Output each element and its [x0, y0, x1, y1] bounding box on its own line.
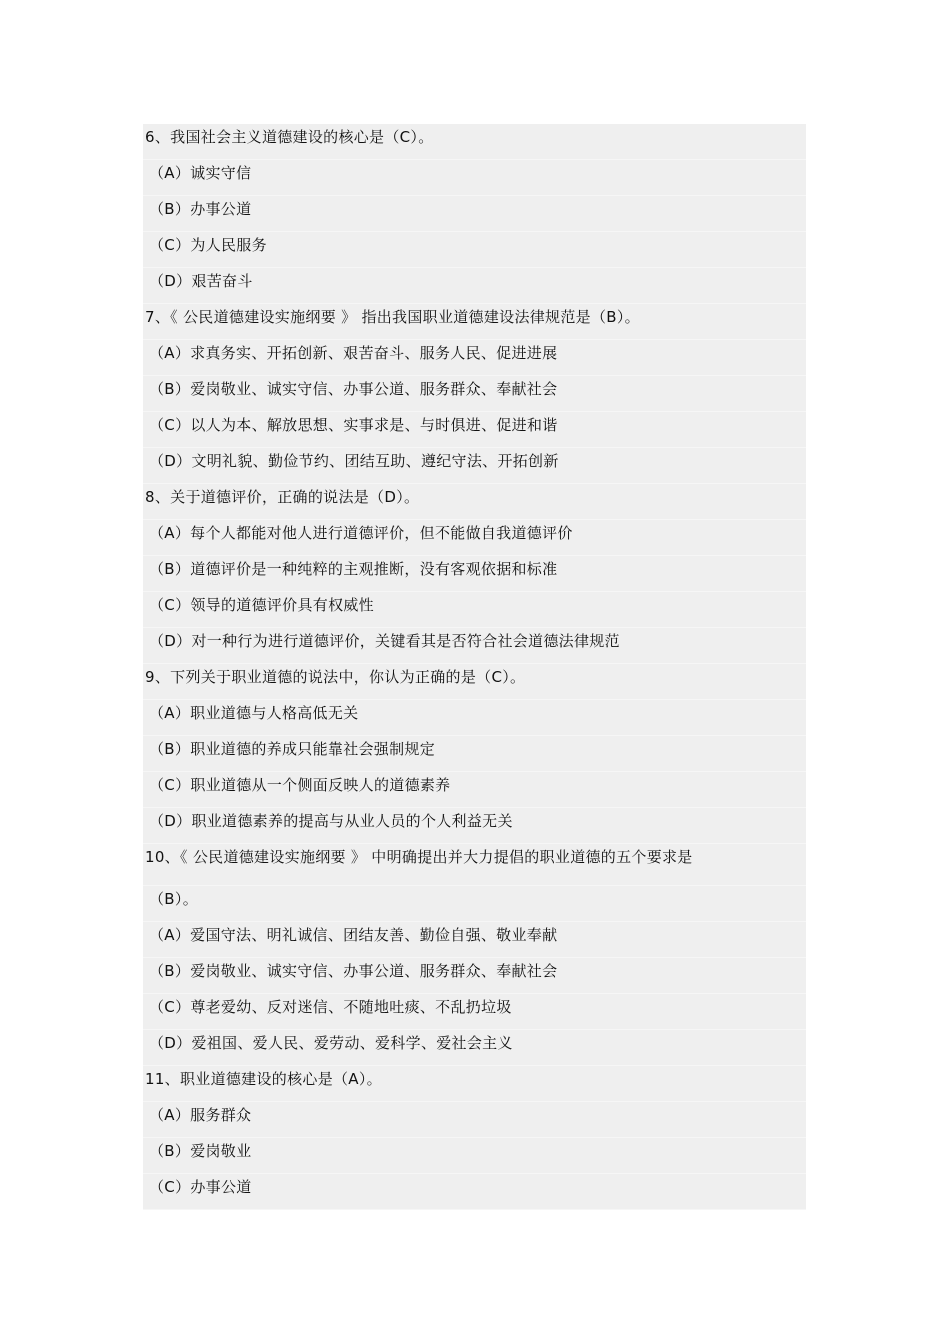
question-6-option-b: （B）办事公道 [143, 196, 806, 232]
question-10-option-b: （B）爱岗敬业、诚实守信、办事公道、服务群众、奉献社会 [143, 958, 806, 994]
question-7-option-c: （C）以人为本、解放思想、实事求是、与时俱进、促进和谐 [143, 412, 806, 448]
question-7-option-a: （A）求真务实、开拓创新、艰苦奋斗、服务人民、促进进展 [143, 340, 806, 376]
question-9: 9、下列关于职业道德的说法中，你认为正确的是（C）。 [143, 664, 806, 700]
question-block [143, 124, 806, 1210]
question-7-option-d: （D）文明礼貌、勤俭节约、团结互助、遵纪守法、开拓创新 [143, 448, 806, 484]
question-11-option-a: （A）服务群众 [143, 1102, 806, 1138]
question-8-option-c: （C）领导的道德评价具有权威性 [143, 592, 806, 628]
question-11: 11、职业道德建设的核心是（A）。 [143, 1066, 806, 1102]
question-6-option-d: （D）艰苦奋斗 [143, 268, 806, 304]
question-9-option-c: （C）职业道德从一个侧面反映人的道德素养 [143, 772, 806, 808]
question-6-option-a: （A）诚实守信 [143, 160, 806, 196]
question-10-option-c: （C）尊老爱幼、反对迷信、不随地吐痰、不乱扔垃圾 [143, 994, 806, 1030]
question-7-option-b: （B）爱岗敬业、诚实守信、办事公道、服务群众、奉献社会 [143, 376, 806, 412]
question-9-option-a: （A）职业道德与人格高低无关 [143, 700, 806, 736]
question-6: 6、我国社会主义道德建设的核心是（C）。 [143, 124, 806, 160]
question-10-continuation: （B）。 [143, 886, 806, 922]
question-10-option-a: （A）爱国守法、明礼诚信、团结友善、勤俭自强、敬业奉献 [143, 922, 806, 958]
question-9-option-b: （B）职业道德的养成只能靠社会强制规定 [143, 736, 806, 772]
question-11-option-b: （B）爱岗敬业 [143, 1138, 806, 1174]
question-8-option-a: （A）每个人都能对他人进行道德评价，但不能做自我道德评价 [143, 520, 806, 556]
question-9-option-d: （D）职业道德素养的提高与从业人员的个人利益无关 [143, 808, 806, 844]
question-8-option-d: （D）对一种行为进行道德评价，关键看其是否符合社会道德法律规范 [143, 628, 806, 664]
question-8: 8、关于道德评价，正确的说法是（D）。 [143, 484, 806, 520]
question-10-option-d: （D）爱祖国、爱人民、爱劳动、爱科学、爱社会主义 [143, 1030, 806, 1066]
question-8-option-b: （B）道德评价是一种纯粹的主观推断，没有客观依据和标准 [143, 556, 806, 592]
question-11-option-c: （C）办事公道 [143, 1174, 806, 1210]
question-10: 10、《 公民道德建设实施纲要 》 中明确提出并大力提倡的职业道德的五个要求是 [143, 844, 806, 886]
question-7: 7、《 公民道德建设实施纲要 》 指出我国职业道德建设法律规范是（B）。 [143, 304, 806, 340]
question-6-option-c: （C）为人民服务 [143, 232, 806, 268]
